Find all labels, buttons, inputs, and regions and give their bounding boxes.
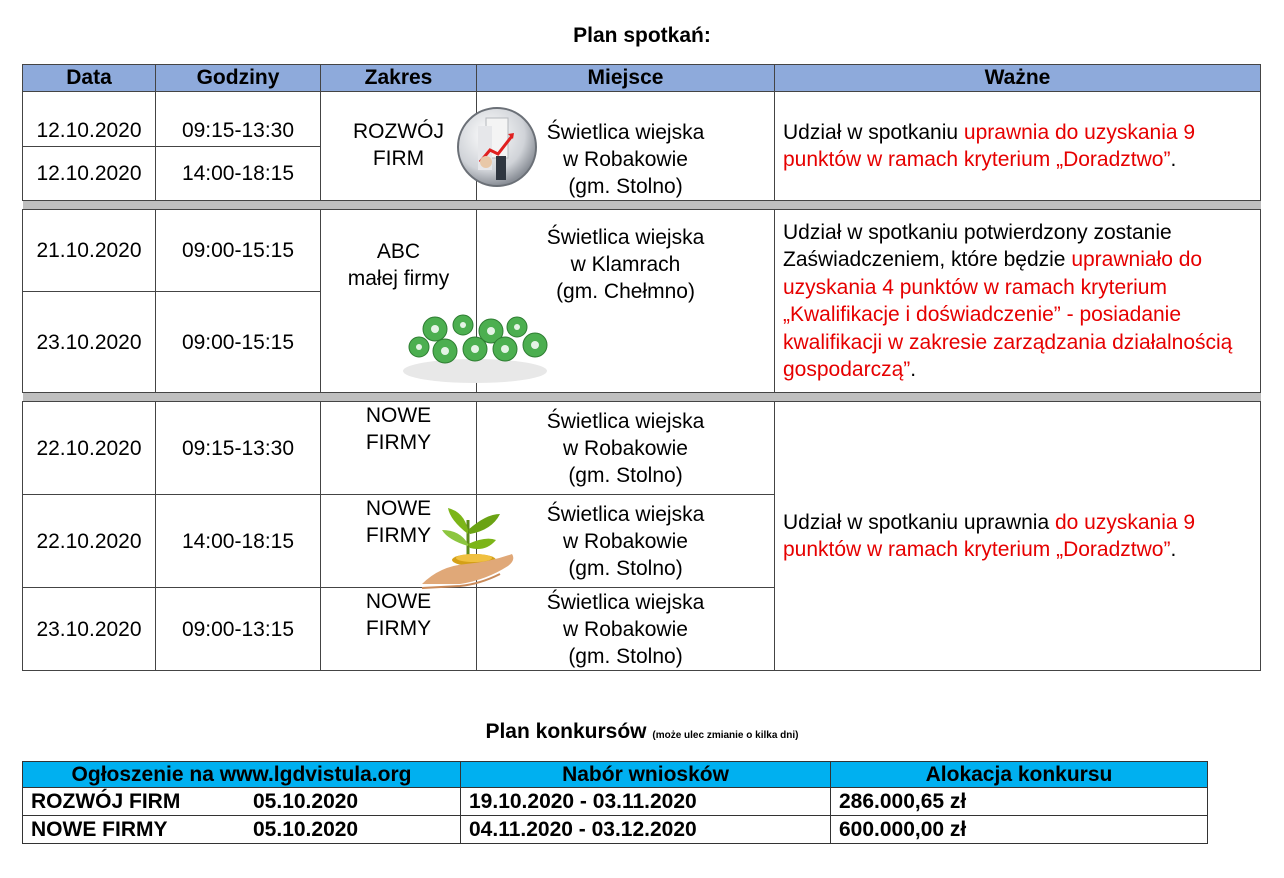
note-highlight: uprawnia do uzyskania 9 punktów w ramach kryterium „Doradztwo”	[783, 121, 1196, 171]
table-row	[23, 92, 1261, 147]
contest-name: NOWE FIRMY	[31, 817, 168, 841]
gears-icon	[395, 305, 555, 395]
important-cell	[775, 402, 1261, 671]
date-cell: 22.10.2020	[23, 495, 156, 588]
scope-line: FIRMY	[365, 431, 432, 454]
contest-title	[0, 720, 1284, 744]
scope-line: NOWE	[365, 497, 432, 520]
note-highlight: do uzyskania 9 punktów w ramach kryterium „Doradztwo”	[783, 511, 1196, 561]
header-scope: Zakres	[321, 65, 477, 92]
contests-table	[22, 761, 1208, 844]
place-line: (gm. Stolno)	[568, 556, 683, 580]
place-line: w Robakowie	[563, 617, 688, 641]
scope-cell	[321, 402, 477, 495]
contest-note: (może ulec zmianie o kilka dni)	[652, 730, 799, 741]
place-line: Świetlica wiejska	[546, 226, 705, 249]
contest-date: 05.10.2020	[253, 817, 359, 841]
note-end: .	[1170, 538, 1177, 561]
scope-line: NOWE	[365, 404, 432, 427]
announcement-cell	[23, 788, 461, 816]
header-place: Miejsce	[477, 65, 775, 92]
table-row	[23, 210, 1261, 292]
important-cell	[775, 210, 1261, 393]
header-date: Data	[23, 65, 156, 92]
place-line: Świetlica wiejska	[546, 409, 705, 433]
allocation-cell: 286.000,65 zł	[831, 788, 1208, 816]
date-cell: 21.10.2020	[23, 210, 156, 292]
date-cell: 12.10.2020	[23, 92, 156, 147]
date-cell: 12.10.2020	[23, 147, 156, 201]
scope-line: małej firmy	[347, 267, 450, 290]
header-allocation: Alokacja konkursu	[831, 762, 1208, 788]
place-line: w Klamrach	[570, 253, 681, 276]
note-end: .	[910, 358, 917, 381]
note-text: Udział w spotkaniu potwierdzony zostanie Zaświadczeniem, które będzie	[783, 220, 1172, 271]
scope-line: FIRM	[372, 147, 425, 170]
hours-cell: 09:00-13:15	[156, 588, 321, 671]
scope-line: NOWE	[365, 590, 432, 613]
header-hours: Godziny	[156, 65, 321, 92]
announcement-cell	[23, 816, 461, 844]
place-cell	[477, 402, 775, 495]
meetings-table	[22, 64, 1261, 671]
place-line: w Robakowie	[563, 436, 688, 460]
scope-line: FIRMY	[365, 524, 432, 547]
header-important: Ważne	[775, 65, 1261, 92]
plan-title: Plan spotkań:	[573, 24, 711, 47]
hours-cell: 14:00-18:15	[156, 147, 321, 201]
scope-cell	[321, 588, 477, 671]
table-row	[23, 816, 1208, 844]
place-line: Świetlica wiejska	[546, 121, 705, 144]
scope-line: FIRMY	[365, 617, 432, 640]
hours-cell: 09:00-15:15	[156, 292, 321, 393]
group-separator	[23, 201, 1261, 210]
place-line: (gm. Stolno)	[568, 644, 683, 668]
scope-line: ABC	[376, 240, 421, 263]
contests-header-row	[23, 762, 1208, 788]
place-line: Świetlica wiejska	[546, 590, 705, 614]
contest-date: 05.10.2020	[253, 789, 359, 813]
date-cell: 23.10.2020	[23, 292, 156, 393]
intake-cell: 19.10.2020 - 03.11.2020	[461, 788, 831, 816]
place-cell	[477, 588, 775, 671]
place-cell	[477, 495, 775, 588]
note-end: .	[1170, 148, 1177, 171]
table-row	[23, 788, 1208, 816]
date-cell: 23.10.2020	[23, 588, 156, 671]
contest-title-text: Plan konkursów	[485, 720, 647, 743]
header-intake: Nabór wniosków	[461, 762, 831, 788]
meetings-header-row	[23, 65, 1261, 92]
hours-cell: 14:00-18:15	[156, 495, 321, 588]
plant-hand-icon	[420, 500, 520, 590]
intake-cell: 04.11.2020 - 03.12.2020	[461, 816, 831, 844]
place-line: w Robakowie	[563, 529, 688, 553]
scope-line: ROZWÓJ	[353, 120, 444, 143]
scope-cell	[321, 92, 477, 201]
note-text: Udział w spotkaniu	[783, 121, 964, 144]
note-text: Udział w spotkaniu uprawnia	[783, 511, 1055, 534]
place-line: Świetlica wiejska	[546, 502, 705, 526]
place-line: (gm. Stolno)	[568, 463, 683, 487]
important-cell	[775, 92, 1261, 201]
hours-cell: 09:15-13:30	[156, 92, 321, 147]
date-cell: 22.10.2020	[23, 402, 156, 495]
header-announcement: Ogłoszenie na www.lgdvistula.org	[23, 762, 461, 788]
table-row	[23, 402, 1261, 495]
place-line: (gm. Stolno)	[568, 175, 683, 198]
hours-cell: 09:15-13:30	[156, 402, 321, 495]
business-chart-icon	[456, 106, 538, 188]
allocation-cell: 600.000,00 zł	[831, 816, 1208, 844]
contest-name: ROZWÓJ FIRM	[31, 789, 181, 813]
place-line: (gm. Chełmno)	[556, 280, 695, 303]
note-highlight: uprawniało do uzyskania 4 punktów w ramach kryterium „Kwalifikacje i doświadczenie” - posiadanie kwalifikacji w zakresie zarządzania działalnością gospodarczą”	[783, 248, 1233, 381]
group-separator	[23, 393, 1261, 402]
hours-cell: 09:00-15:15	[156, 210, 321, 292]
place-line: w Robakowie	[563, 148, 688, 171]
